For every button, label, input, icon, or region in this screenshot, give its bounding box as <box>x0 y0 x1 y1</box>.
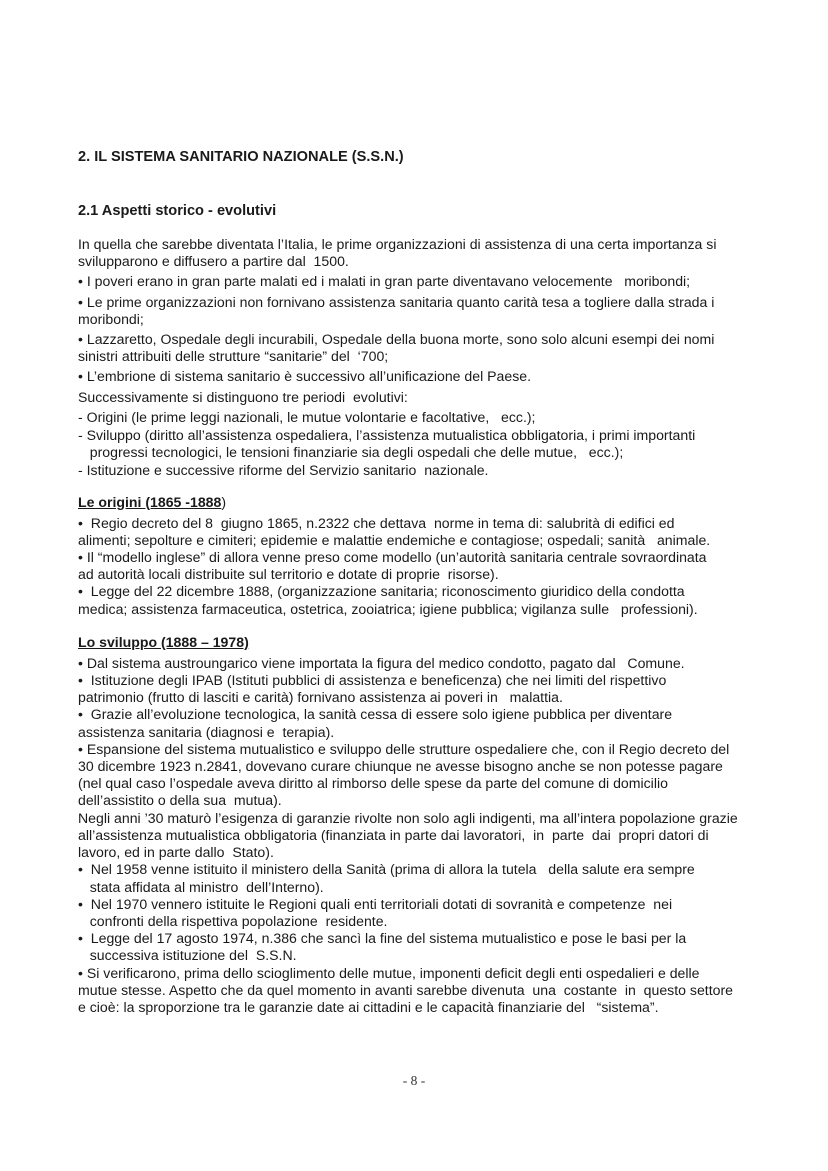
text-line: patrimonio (frutto di lasciti e carità) fornivano assistenza ai poveri in malattia. <box>78 689 563 706</box>
text-line: stata affidata al ministro dell’Interno). <box>78 878 324 895</box>
page-number: - 8 - <box>402 1073 426 1088</box>
text-line: - Sviluppo (diritto all’assistenza ospedaliera, l’assistenza mutualistica obbligatoria, i primi importanti <box>78 427 696 444</box>
sviluppo-title: Lo sviluppo (1888 – 1978) <box>78 633 249 650</box>
periods-intro <box>78 389 768 406</box>
periods-list <box>78 409 768 480</box>
text-line: • Il “modello inglese” di allora venne preso come modello (un’autorità sanitaria centrale sovraordinata <box>78 549 707 566</box>
text-line: ad autorità locali distribuite sul territorio e dotate di proprie risorse). <box>78 566 499 583</box>
text-line: alimenti; sepolture e cimiteri; epidemie e malattie endemiche e contagiose; ospedali; sanità animale. <box>78 531 711 548</box>
section-title: 2.1 Aspetti storico - evolutivi <box>78 203 277 219</box>
text-line: lavoro, ed in parte dallo Stato). <box>78 844 274 861</box>
list-item <box>78 273 768 290</box>
text-line: • Nel 1970 vennero istituite le Regioni quali enti territoriali dotati di sovranità e competenze nei <box>78 895 673 912</box>
text-line: dell’assistito o della sua mutua). <box>78 792 282 809</box>
origini-body <box>78 515 768 618</box>
origini-title: Le origini (1865 -1888 <box>78 493 222 510</box>
text-line: successiva istituzione del S.S.N. <box>78 947 297 964</box>
text-line: svilupparono e diffusero a partire dal 1500. <box>78 253 349 270</box>
document-page <box>78 148 768 1016</box>
list-item <box>78 331 768 365</box>
text-line: • Grazie all’evoluzione tecnologica, la sanità cessa di essere solo igiene pubblica per diventare <box>78 706 673 723</box>
text-line: mutue stesse. Aspetto che da quel momento in avanti sarebbe divenuta una costante in questo settore <box>78 981 733 998</box>
chapter-title: 2. IL SISTEMA SANITARIO NAZIONALE (S.S.N.) <box>78 149 404 165</box>
text-line: • Dal sistema austroungarico viene importata la figura del medico condotto, pagato dal Comune. <box>78 654 685 671</box>
list-item <box>78 368 768 385</box>
text-line: • Lazzaretto, Ospedale degli incurabili, Ospedale della buona morte, sono solo alcuni esempi dei nomi <box>78 331 715 348</box>
text-line: confronti della rispettiva popolazione residente. <box>78 912 388 929</box>
text-line: all’assistenza mutualistica obbligatoria (finanziata in parte dai lavoratori, in parte dai propri datori di <box>78 826 709 843</box>
text-line: • Legge del 22 dicembre 1888, (organizzazione sanitaria; riconoscimento giuridico della condotta <box>78 583 685 600</box>
text-line: - Istituzione e successive riforme del Servizio sanitario nazionale. <box>78 462 489 479</box>
list-item <box>78 409 768 426</box>
text-line: • L’embrione di sistema sanitario è successivo all’unificazione del Paese. <box>78 368 532 385</box>
text-line: Successivamente si distinguono tre periodi evolutivi: <box>78 388 408 405</box>
text-line: • Le prime organizzazioni non fornivano assistenza sanitaria quanto carità tesa a togliere dalla strada i <box>78 293 715 310</box>
text-line: assistenza sanitaria (diagnosi e terapia). <box>78 723 335 740</box>
text-line: • Espansione del sistema mutualistico e sviluppo delle strutture ospedaliere che, con il Regio decreto del <box>78 740 730 757</box>
text-line: • Legge del 17 agosto 1974, n.386 che sancì la fine del sistema mutualistico e pose le basi per la <box>78 930 687 947</box>
list-item <box>78 427 768 461</box>
text-line: progressi tecnologici, le tensioni finanziarie sia degli ospedali che delle mutue, ecc.); <box>78 444 624 461</box>
text-line: e cioè: la sproporzione tra le garanzie date ai cittadini e le capacità finanziarie del “sistema”. <box>78 998 659 1015</box>
text-line: • Nel 1958 venne istituito il ministero della Sanità (prima di allora la tutela della salute era sempre <box>78 861 695 878</box>
origini-heading <box>78 494 768 511</box>
text-line: • Istituzione degli IPAB (Istituti pubblici di assistenza e beneficenza) che nei limiti del rispettivo <box>78 672 667 689</box>
list-item <box>78 294 768 328</box>
intro-paragraph <box>78 236 768 270</box>
text-line: medica; assistenza farmaceutica, ostetrica, zooiatrica; igiene pubblica; vigilanza sulle professioni). <box>78 600 698 617</box>
text-line: 30 dicembre 1923 n.2841, dovevano curare chiunque ne avesse bisogno anche se non potesse pagare <box>78 758 723 775</box>
text-line: • Si verificarono, prima dello scioglimento delle mutue, imponenti deficit degli enti ospedalieri e delle <box>78 964 700 981</box>
sviluppo-heading <box>78 634 768 651</box>
text-line: (nel qual caso l’ospedale aveva diritto al rimborso delle spese da parte del comune di domicilio <box>78 775 668 792</box>
origini-title-suffix: ) <box>221 493 227 510</box>
text-line: - Origini (le prime leggi nazionali, le mutue volontarie e facoltative, ecc.); <box>78 408 536 425</box>
list-item <box>78 462 768 479</box>
text-line: • Regio decreto del 8 giugno 1865, n.2322 che dettava norme in tema di: salubrità di edifici ed <box>78 514 675 531</box>
text-line: moribondi; <box>78 310 144 327</box>
sviluppo-body <box>78 655 768 1016</box>
intro-bullet-list <box>78 273 768 385</box>
text-line: Negli anni ’30 maturò l’esigenza di garanzie rivolte non solo agli indigenti, ma all’intera popolazione grazie <box>78 809 738 826</box>
text-line: • I poveri erano in gran parte malati ed i malati in gran parte diventavano velocemente moribondi; <box>78 273 691 290</box>
text-line: In quella che sarebbe diventata l’Italia, le prime organizzazioni di assistenza di una certa importanza si <box>78 236 717 252</box>
text-line: sinistri attribuiti delle strutture “sanitarie” del ‘700; <box>78 348 389 365</box>
